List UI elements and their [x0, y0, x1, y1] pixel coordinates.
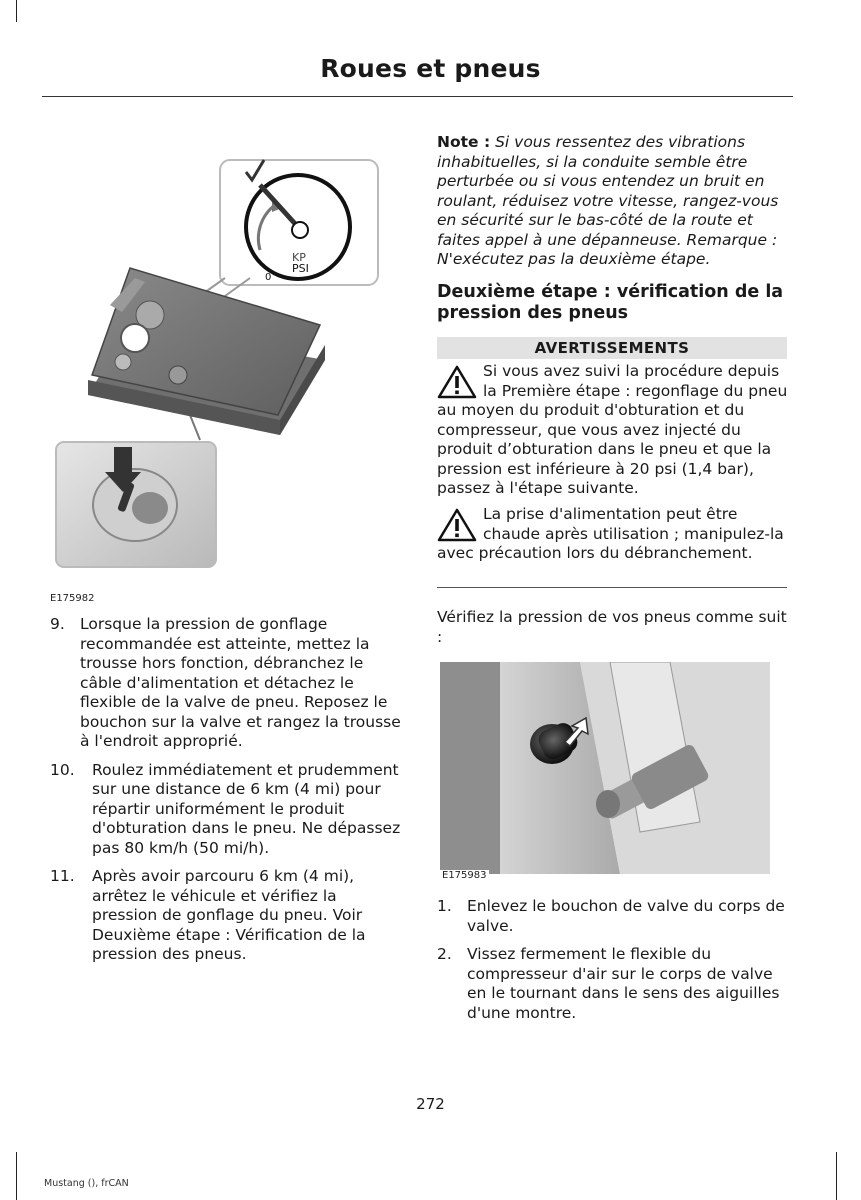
warning-triangle-icon	[437, 507, 477, 543]
step-number: 10.	[50, 760, 75, 779]
step-number: 2.	[437, 945, 452, 963]
page-title: Roues et pneus	[320, 54, 541, 83]
page-number: 272	[416, 1095, 445, 1113]
warning-text: Si vous avez suivi la procédure depuis la Première étape : regonflage du pneu au moyen du produit d'obturation et du compresseur, que vous avez injecté du produit d’obturation dans le pneu et que la pression est inférieure à 20 psi (1,4 bar), passez à l'étape suivante.	[437, 362, 788, 497]
figure-label-e175982-text: E175982	[50, 593, 95, 604]
warning-item-2	[437, 505, 789, 564]
left-step-list	[50, 615, 405, 974]
tire-kit-illustration	[50, 150, 390, 575]
step-number: 11.	[50, 867, 75, 885]
gauge-unit-psi: PSI	[292, 262, 309, 275]
step-text: Enlevez le bouchon de valve du corps de valve.	[467, 897, 785, 935]
step-text: Roulez immédiatement et prudemment sur une distance de 6 km (4 mi) pour répartir uniformément le produit d'obturation dans le pneu. Ne dépassez pas 80 km/h (50 mi/h).	[92, 760, 401, 857]
warning-item-1	[437, 362, 789, 499]
step-item	[437, 897, 789, 936]
note-paragraph	[437, 133, 789, 270]
step-item	[50, 761, 405, 859]
figure-label-e175983: E175983	[442, 870, 487, 881]
step-number: 9.	[50, 615, 65, 633]
step-item	[50, 615, 405, 752]
warnings-header: AVERTISSEMENTS	[437, 337, 787, 359]
right-step-list	[437, 897, 789, 1032]
step-item	[437, 945, 789, 1023]
gauge-zero: 0	[265, 272, 272, 283]
crop-mark-top-left	[16, 0, 17, 22]
footer-model: Mustang (), frCAN	[44, 1178, 129, 1189]
warning-text: La prise d'alimentation peut être chaude après utilisation ; manipulez-la avec précaution lors du débranchement.	[437, 505, 784, 562]
warnings-divider	[437, 587, 787, 588]
note-text: Si vous ressentez des vibrations inhabituelles, si la conduite semble être perturbée ou si vous entendez un bruit en roulant, réduisez votre vitesse, rangez-vous en sécurité sur le bas-côté de la route et faites appel à une dépanneuse. Remarque : N'exécutez pas la deuxième étape.	[437, 133, 779, 268]
step-text: Lorsque la pression de gonflage recommandée est atteinte, mettez la trousse hors fonction, débranchez le câble d'alimentation et détachez le flexible de la valve de pneu. Reposez le bouchon sur la valve et rangez la trousse à l'endroit approprié.	[80, 615, 401, 750]
step-number: 1.	[437, 897, 452, 915]
section-heading: Deuxième étape : vérification de la pression des pneus	[437, 282, 784, 323]
step-text: Vissez fermement le flexible du compresseur d'air sur le corps de valve en le tournant dans le sens des aiguilles d'une montre.	[467, 945, 780, 1022]
step-text: Après avoir parcouru 6 km (4 mi), arrêtez le véhicule et vérifiez la pression de gonflage du pneu. Voir Deuxième étape : Vérification de la pression des pneus.	[92, 867, 366, 963]
intro-paragraph: Vérifiez la pression de vos pneus comme suit :	[437, 608, 787, 646]
valve-cap-illustration	[440, 662, 770, 881]
warning-triangle-icon	[437, 364, 477, 400]
note-label: Note :	[437, 133, 491, 151]
title-divider	[42, 96, 793, 97]
gauge-unit-kp: KP	[292, 251, 306, 264]
crop-mark-bottom-right	[836, 1152, 837, 1200]
crop-mark-bottom-left	[16, 1152, 17, 1200]
step-item	[50, 867, 405, 965]
